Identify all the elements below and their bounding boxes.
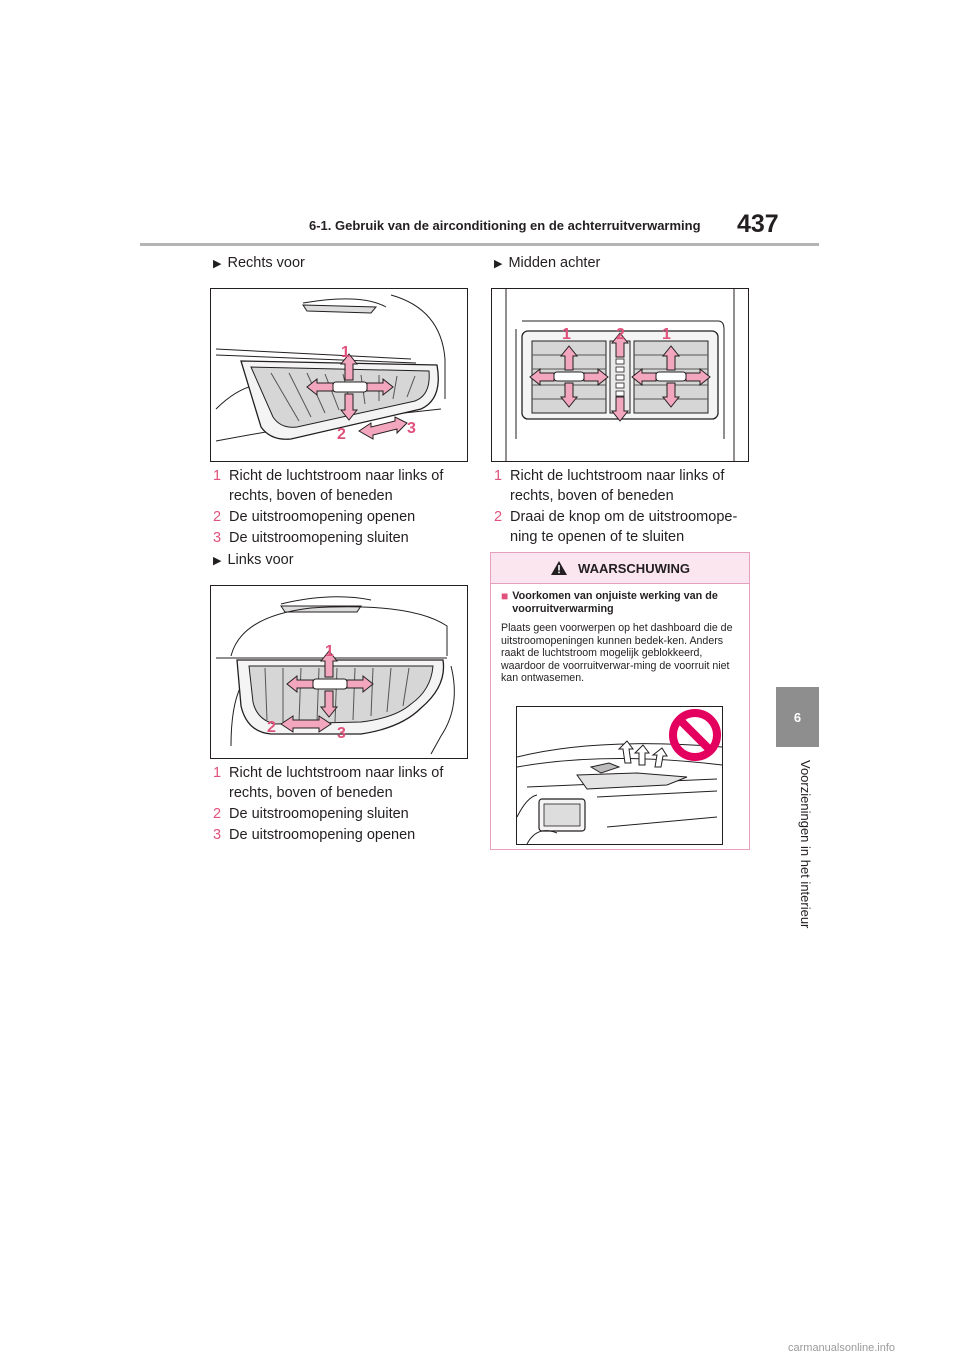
callout-3: 3 [407,420,416,437]
section-heading-text: Links voor [227,552,294,568]
figure-dashboard-prohibited [516,706,723,845]
steps-right-front [213,466,463,549]
steps-left-front [213,763,463,846]
section-heading-right-front [213,255,305,271]
callout-1-left: 1 [562,326,571,343]
section-heading-rear-center [494,255,600,271]
section-heading-text: Midden achter [508,255,601,271]
callout-2: 2 [337,426,346,443]
step-item: 3 De uitstroomopening openen [213,827,416,843]
chapter-tab[interactable] [776,687,819,747]
prohibition-icon [673,713,717,757]
header-divider [140,243,819,246]
step-item: 2 De uitstroomopening sluiten [213,806,409,822]
square-bullet-icon: ■ [501,589,509,603]
warning-subtitle [501,590,739,616]
warning-box [490,552,750,850]
section-heading-text: Rechts voor [227,255,305,271]
step-item: 3 De uitstroomopening sluiten [213,530,409,546]
step-item: 1 Richt de luchtstroom naar links of rechts, boven of beneden [494,468,725,504]
page-number: 437 [737,210,779,238]
step-item: 2 De uitstroomopening openen [213,509,416,525]
triangle-bullet-icon: ▶ [494,257,503,270]
chapter-header-title: 6-1. Gebruik van de airconditioning en de achterruitverwarming [309,218,701,233]
warning-title: WAARSCHUWING [578,560,690,576]
section-heading-left-front [213,552,294,568]
warning-body: Plaats geen voorwerpen op het dashboard die de uitstroomopeningen kunnen bedek-ken. Anders raakt de luchtstroom mogelijk geblokkeerd, waardoor de voorruitverwar-ming de voorruit niet kan ontwasemen. [501,622,733,684]
chapter-number: 6 [793,709,802,725]
triangle-bullet-icon: ▶ [213,554,222,567]
callout-1: 1 [325,643,334,660]
triangle-bullet-icon: ▶ [213,257,222,270]
callout-3: 3 [337,725,346,742]
step-item: 1 Richt de luchtstroom naar links of rechts, boven of beneden [213,765,444,801]
step-item: 2 Draai de knop om de uitstroomope-ning te openen of te sluiten [494,509,738,545]
callout-2: 2 [616,326,625,343]
figure-right-front-vent [210,288,468,462]
callout-2: 2 [267,719,276,736]
step-item: 1 Richt de luchtstroom naar links of rechts, boven of beneden [213,468,444,504]
callout-1-right: 1 [662,326,671,343]
watermark: carmanualsonline.info [788,1342,896,1354]
figure-rear-center-vent [491,288,749,462]
warning-header [491,553,749,584]
warning-triangle-icon [550,560,568,576]
warning-subtitle-text: Voorkomen van onjuiste werking van de voorruitverwarming [512,590,718,615]
figure-left-front-vent [210,585,468,759]
steps-rear-center [494,466,748,548]
callout-1: 1 [341,344,350,361]
chapter-side-label: Voorzieningen in het interieur [798,760,813,929]
